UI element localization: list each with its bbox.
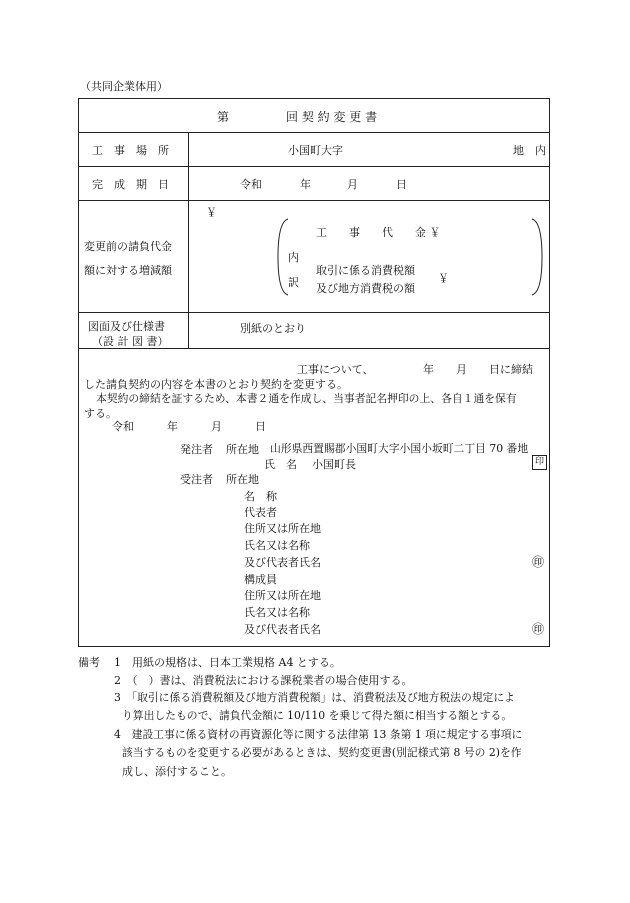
orderer-address: 山形県西置賜郡小国町大字小国小坂町二丁目 70 番地 (270, 442, 529, 455)
note-4b: 該当するものを変更する必要があるときは、契約変更書(別記様式第 8 号の 2)を作 (122, 746, 522, 759)
change-label-line2: 額に対する増減額 (84, 264, 172, 277)
drawings-value: 別紙のとおり (240, 322, 306, 335)
note-4c: 成し、添付すること。 (122, 765, 232, 778)
agreement-line2: した請負契約の内容を本書のとおり契約を変更する。 (84, 378, 348, 391)
contractor-name-label: 名 称 (244, 490, 277, 503)
page-title: 回 契 約 変 更 書 (286, 110, 378, 124)
row-divider (78, 166, 550, 167)
contractor-seal-1: ㊞ (532, 555, 545, 569)
contractor-role: 受注者 (180, 473, 213, 486)
agreement-line4: する。 (84, 407, 117, 420)
contractor-addr2: 住所又は所在地 (244, 522, 321, 535)
member-seal: ㊞ (532, 622, 545, 636)
contractor-address-label: 所在地 (226, 473, 259, 486)
orderer-address-label: 所在地 (226, 443, 259, 456)
agreement-date: 令和 年 月 日 (112, 420, 266, 433)
orderer-name: 小国町長 (312, 458, 356, 471)
uchi-label: 内 (288, 251, 299, 264)
site-value: 小国町大字 (288, 144, 343, 157)
site-label: 工 事 場 所 (92, 144, 169, 157)
orderer-name-label: 氏 名 (264, 458, 297, 471)
agreement-line1: 工事について、 年 月 日に締結 (297, 363, 534, 376)
title-dai: 第 (217, 110, 230, 124)
drawings-label-line2: （設 計 図 書） (92, 335, 169, 348)
tax-label-line1: 取引に係る消費税額 (316, 264, 415, 277)
note-3b: り算出したもので、請負代金額に 10/110 を乗じて得た額に相当する額とする。 (122, 709, 513, 722)
change-label-line1: 変更前の請負代金 (84, 240, 172, 253)
contractor-name2: 氏名又は名称 (244, 539, 310, 552)
notes-label: 備考 (78, 656, 100, 669)
agreement-line3: 本契約の締結を証するため、本書２通を作成し、当事者記名押印の上、各自１通を保有 (96, 392, 517, 405)
tax-yen: ￥ (438, 272, 449, 285)
note-4a: 4 建設工事に係る資材の再資源化等に関する法律第 13 条第 1 項に規定する事項に (114, 728, 523, 741)
contractor-rep-name: 及び代表者氏名 (244, 556, 321, 569)
note-2: 2 （ ）書は、消費税法における課税業者の場合使用する。 (114, 674, 413, 687)
usage-label: （共同企業体用） (80, 80, 168, 93)
member-addr: 住所又は所在地 (244, 589, 321, 602)
member-rep-name: 及び代表者氏名 (244, 623, 321, 636)
completion-year: 年 (300, 178, 311, 191)
tax-label-line2: 及び地方消費税の額 (316, 282, 415, 295)
member-name: 氏名又は名称 (244, 606, 310, 619)
member-label: 構成員 (244, 573, 277, 586)
orderer-seal: 印 (532, 455, 547, 470)
note-3a: 3 「取引に係る消費税額及び地方消費税額」は、消費税法及び地方税法の規定によ (114, 691, 515, 704)
drawings-label-line1: 図面及び仕様書 (88, 320, 165, 333)
completion-day: 日 (396, 178, 407, 191)
construction-cost-label: 工 事 代 金 ￥ (316, 226, 441, 239)
completion-era: 令和 (240, 178, 262, 191)
orderer-role: 発注者 (180, 443, 213, 456)
wake-label: 訳 (288, 276, 299, 289)
row-divider (78, 312, 550, 313)
row-divider (78, 132, 550, 133)
note-1: 1 用紙の規格は、日本工業規格 A4 とする。 (114, 656, 341, 669)
right-paren-icon (530, 218, 544, 296)
site-suffix: 地 内 (513, 144, 546, 157)
column-divider (188, 132, 189, 348)
completion-month: 月 (347, 178, 358, 191)
contractor-rep-label: 代表者 (244, 506, 277, 519)
completion-label: 完 成 期 日 (92, 178, 169, 191)
row-divider (78, 200, 550, 201)
change-yen: ￥ (206, 206, 217, 219)
